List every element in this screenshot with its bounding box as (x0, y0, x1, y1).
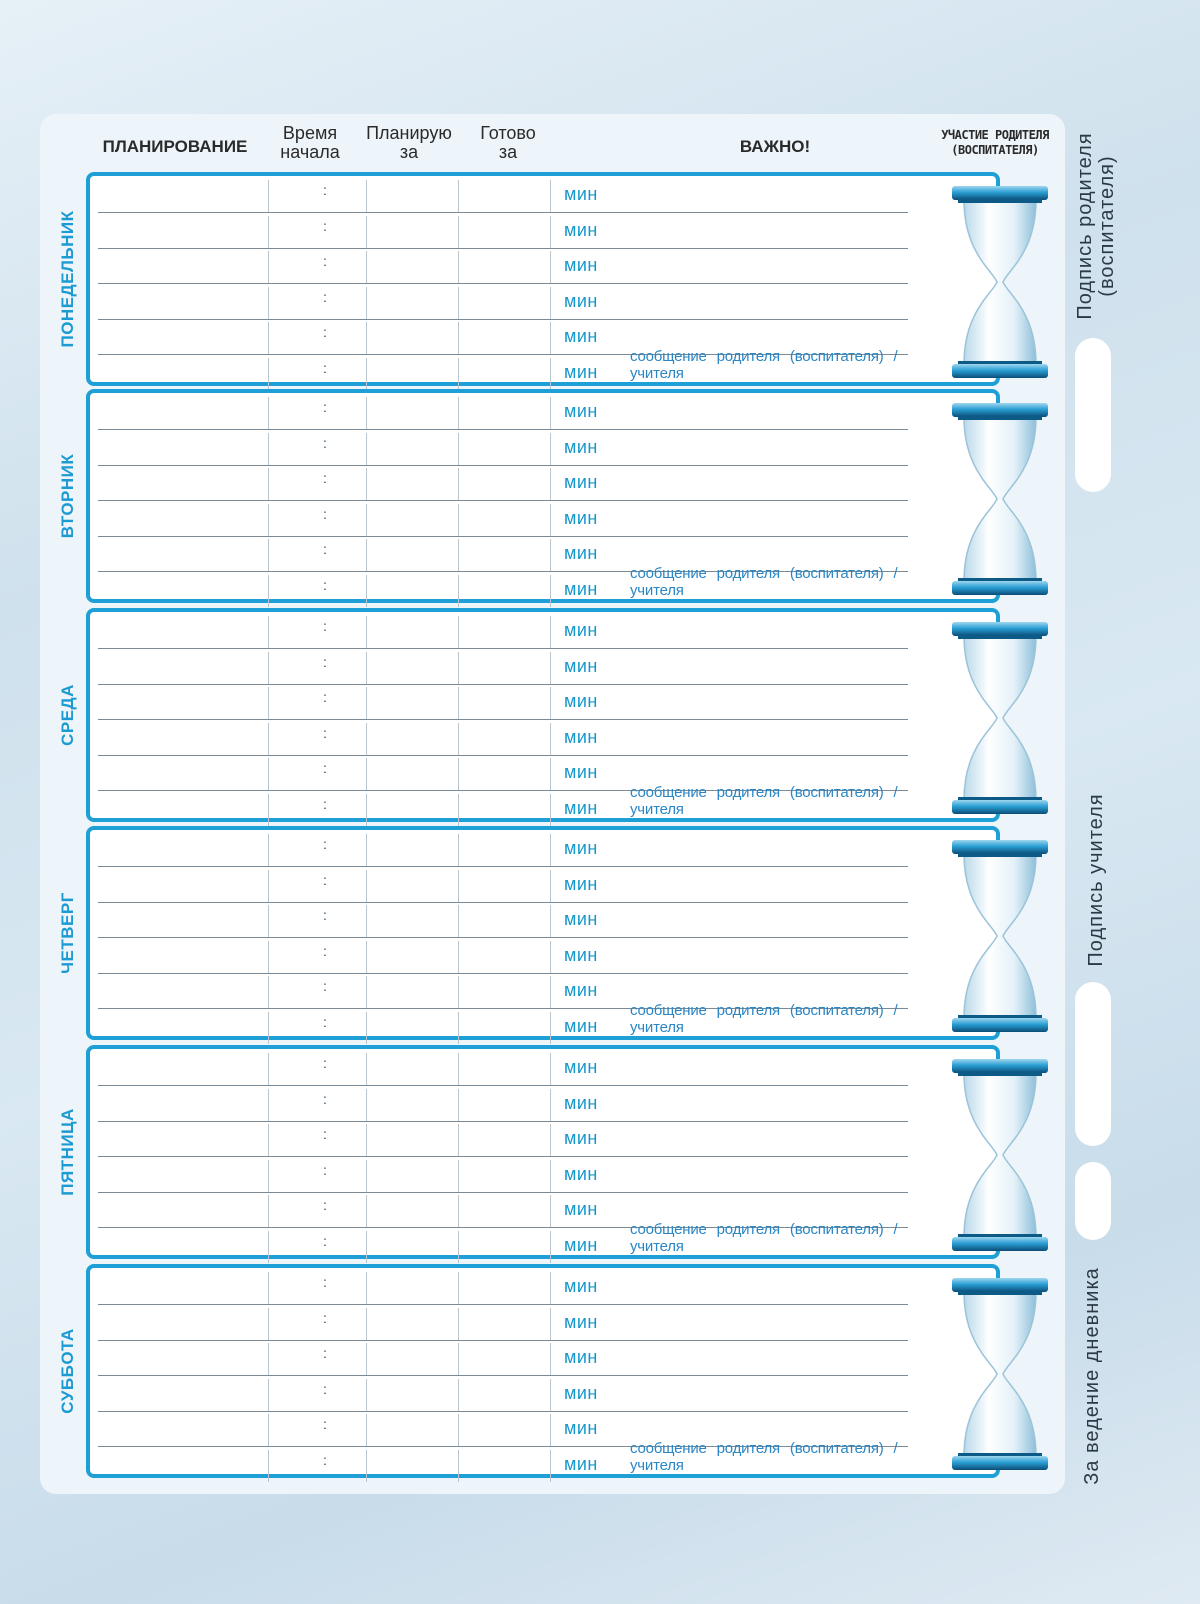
column-divider (366, 905, 367, 937)
minutes-unit: мин (564, 472, 598, 492)
start-time-colon: : (323, 576, 327, 593)
column-divider (550, 468, 551, 500)
column-divider (550, 575, 551, 607)
hourglass-icon (950, 836, 1050, 1036)
planner-row[interactable] (98, 1304, 908, 1341)
planner-row[interactable] (98, 393, 908, 430)
message-label: сообщение родителя (воспитателя) / учителя (630, 1439, 898, 1474)
planner-row[interactable] (98, 683, 908, 720)
column-divider (458, 468, 459, 500)
day-block (86, 826, 1000, 1040)
column-divider (268, 794, 269, 826)
minutes-unit: мин (564, 1092, 598, 1113)
planner-row[interactable] (98, 1220, 908, 1263)
column-divider (268, 216, 269, 248)
header-start-time (262, 124, 358, 162)
start-time-colon: : (323, 618, 327, 634)
minutes-unit: мин (564, 507, 598, 528)
column-divider (366, 687, 367, 719)
column-divider (458, 652, 459, 684)
minutes-unit: мин (564, 726, 598, 747)
header-planning: ПЛАНИРОВАНИЕ (102, 137, 248, 156)
column-divider (366, 1272, 367, 1304)
minutes-unit: мин (564, 326, 598, 346)
column-divider (550, 397, 551, 429)
column-divider (550, 870, 551, 902)
column-divider (550, 616, 551, 648)
start-time-colon: : (323, 1055, 327, 1071)
column-divider (268, 322, 269, 354)
column-divider (458, 1053, 459, 1085)
start-time-colon: : (323, 541, 327, 557)
minutes-unit: мин (564, 578, 598, 599)
header-done-for-line1: Готово (480, 123, 536, 143)
start-time-colon: : (323, 978, 327, 994)
day-label: СРЕДА (58, 684, 77, 746)
column-divider (366, 216, 367, 248)
column-divider (268, 504, 269, 536)
minutes-unit: мин (564, 873, 598, 894)
column-divider (458, 758, 459, 790)
start-time-colon: : (323, 1161, 327, 1178)
column-divider (366, 539, 367, 571)
column-divider (458, 216, 459, 248)
start-time-colon: : (323, 359, 327, 376)
day-label: ВТОРНИК (58, 453, 77, 539)
header-done-for-line2: за (498, 142, 518, 162)
header-done-for (458, 124, 558, 162)
planner-row[interactable] (98, 1268, 908, 1305)
minutes-unit: мин (564, 1128, 598, 1148)
column-divider (458, 322, 459, 354)
column-divider (268, 1012, 269, 1044)
column-divider (550, 723, 551, 755)
diary-grade-field[interactable] (1075, 1162, 1111, 1240)
planner-row[interactable] (98, 212, 908, 249)
column-divider (550, 216, 551, 248)
column-divider (550, 1414, 551, 1446)
day-block (86, 1264, 1000, 1478)
column-divider (550, 941, 551, 973)
column-divider (550, 1053, 551, 1085)
minutes-unit: мин (564, 1163, 598, 1184)
column-divider (268, 905, 269, 937)
header-plan-for-line1: Планирую (366, 123, 452, 143)
hourglass-icon (950, 1274, 1050, 1474)
column-divider (550, 1231, 551, 1263)
column-divider (366, 358, 367, 390)
day-label: ПОНЕДЕЛЬНИК (58, 210, 77, 348)
column-divider (366, 1308, 367, 1340)
column-divider (268, 358, 269, 390)
column-divider (366, 652, 367, 684)
hourglass-icon (950, 399, 1050, 599)
column-divider (366, 575, 367, 607)
message-label: сообщение родителя (воспитателя) / учителя (630, 564, 898, 599)
minutes-unit: мин (564, 436, 598, 457)
column-divider (458, 905, 459, 937)
parent-signature-line2: (воспитателя) (1096, 155, 1118, 297)
column-divider (458, 1195, 459, 1227)
planner-row[interactable] (98, 830, 908, 867)
column-divider (458, 976, 459, 1008)
column-divider (550, 794, 551, 826)
start-time-colon: : (323, 1345, 327, 1361)
start-time-colon: : (323, 1416, 327, 1432)
message-label: сообщение родителя (воспитателя) / учителя (630, 1001, 898, 1036)
minutes-unit: мин (564, 1418, 598, 1438)
planner-row[interactable] (98, 564, 908, 607)
column-divider (366, 1012, 367, 1044)
column-divider (268, 723, 269, 755)
column-divider (268, 941, 269, 973)
day-block (86, 389, 1000, 603)
start-time-colon: : (323, 871, 327, 888)
column-divider (366, 1379, 367, 1411)
column-divider (366, 976, 367, 1008)
column-divider (458, 1231, 459, 1263)
column-divider (458, 687, 459, 719)
planner-row[interactable] (98, 1085, 908, 1122)
column-divider (550, 1308, 551, 1340)
start-time-colon: : (323, 1197, 327, 1213)
column-divider (366, 1450, 367, 1482)
planner-row[interactable] (98, 719, 908, 756)
planner-row[interactable] (98, 429, 908, 466)
planner-row[interactable] (98, 283, 908, 320)
column-divider (366, 180, 367, 212)
planner-row[interactable] (98, 937, 908, 974)
planner-row[interactable] (98, 612, 908, 649)
planner-row[interactable] (98, 1339, 908, 1376)
column-divider (550, 652, 551, 684)
column-divider (458, 504, 459, 536)
header-participation-line1: УЧАСТИЕ РОДИТЕЛЯ (941, 128, 1049, 142)
planner-row[interactable] (98, 648, 908, 685)
column-divider (458, 433, 459, 465)
column-divider (458, 397, 459, 429)
column-divider (366, 1231, 367, 1263)
column-divider (458, 794, 459, 826)
column-divider (550, 322, 551, 354)
day-block (86, 1045, 1000, 1259)
start-time-colon: : (323, 1309, 327, 1326)
planner-row[interactable] (98, 1375, 908, 1412)
column-divider (268, 1414, 269, 1446)
column-divider (550, 1272, 551, 1304)
column-divider (550, 180, 551, 212)
column-divider (268, 575, 269, 607)
parent-signature-field[interactable] (1075, 338, 1111, 492)
column-divider (366, 758, 367, 790)
minutes-unit: мин (564, 1453, 598, 1474)
start-time-colon: : (323, 1013, 327, 1030)
column-divider (268, 652, 269, 684)
start-time-colon: : (323, 182, 327, 198)
hourglass-icon (950, 618, 1050, 818)
column-divider (550, 433, 551, 465)
day-block (86, 608, 1000, 822)
column-divider (458, 1272, 459, 1304)
header-start-time-line2: начала (280, 142, 340, 162)
column-divider (366, 834, 367, 866)
start-time-colon: : (323, 288, 327, 305)
start-time-colon: : (323, 1126, 327, 1142)
start-time-colon: : (323, 217, 327, 234)
column-divider (268, 287, 269, 319)
column-divider (458, 1343, 459, 1375)
column-divider (458, 251, 459, 283)
column-divider (268, 1124, 269, 1156)
day-label: ЧЕТВЕРГ (58, 892, 77, 974)
minutes-unit: мин (564, 543, 598, 563)
column-divider (458, 1379, 459, 1411)
minutes-unit: мин (564, 255, 598, 275)
column-divider (268, 1053, 269, 1085)
day-label: ПЯТНИЦА (58, 1108, 77, 1196)
column-divider (366, 251, 367, 283)
column-divider (366, 723, 367, 755)
column-divider (366, 433, 367, 465)
column-divider (458, 1308, 459, 1340)
column-divider (268, 468, 269, 500)
column-divider (550, 1450, 551, 1482)
column-divider (268, 1089, 269, 1121)
column-divider (550, 1379, 551, 1411)
column-divider (550, 758, 551, 790)
column-divider (458, 358, 459, 390)
column-divider (458, 1414, 459, 1446)
start-time-colon: : (323, 1274, 327, 1290)
message-label: сообщение родителя (воспитателя) / учителя (630, 1220, 898, 1255)
column-divider (268, 251, 269, 283)
start-time-colon: : (323, 253, 327, 269)
column-divider (458, 723, 459, 755)
planner-row[interactable] (98, 500, 908, 537)
minutes-unit: мин (564, 361, 598, 382)
planner-row[interactable] (98, 1001, 908, 1044)
start-time-colon: : (323, 1090, 327, 1107)
column-divider (550, 687, 551, 719)
minutes-unit: мин (564, 1382, 598, 1403)
column-divider (366, 1343, 367, 1375)
column-divider (268, 1308, 269, 1340)
minutes-unit: мин (564, 401, 598, 421)
column-divider (366, 941, 367, 973)
start-time-colon: : (323, 724, 327, 741)
minutes-unit: мин (564, 980, 598, 1000)
column-divider (366, 287, 367, 319)
minutes-unit: мин (564, 691, 598, 711)
minutes-unit: мин (564, 655, 598, 676)
column-divider (268, 1343, 269, 1375)
column-divider (268, 870, 269, 902)
start-time-colon: : (323, 653, 327, 670)
day-block (86, 172, 1000, 386)
minutes-unit: мин (564, 1276, 598, 1296)
hourglass-icon (950, 1055, 1050, 1255)
minutes-unit: мин (564, 1199, 598, 1219)
planner-row[interactable] (98, 783, 908, 826)
column-divider (366, 1160, 367, 1192)
minutes-unit: мин (564, 1234, 598, 1255)
start-time-colon: : (323, 907, 327, 923)
planner-row[interactable] (98, 464, 908, 501)
column-divider (458, 539, 459, 571)
start-time-colon: : (323, 399, 327, 415)
column-divider (458, 287, 459, 319)
start-time-colon: : (323, 1232, 327, 1249)
header-participation (925, 128, 1065, 158)
column-divider (458, 834, 459, 866)
column-divider (550, 1089, 551, 1121)
column-divider (550, 1343, 551, 1375)
column-divider (268, 834, 269, 866)
column-divider (366, 616, 367, 648)
column-divider (268, 1195, 269, 1227)
column-divider (550, 1195, 551, 1227)
start-time-colon: : (323, 942, 327, 959)
planner-row[interactable] (98, 1156, 908, 1193)
column-divider (366, 468, 367, 500)
column-divider (458, 1450, 459, 1482)
header-participation-line2: (ВОСПИТАТЕЛЯ) (951, 143, 1039, 157)
header-start-time-line1: Время (282, 123, 338, 143)
minutes-unit: мин (564, 797, 598, 818)
column-divider (458, 575, 459, 607)
minutes-unit: мин (564, 838, 598, 858)
column-divider (550, 905, 551, 937)
column-divider (366, 794, 367, 826)
column-divider (458, 616, 459, 648)
teacher-signature-label: Подпись учителя (1085, 793, 1107, 967)
column-divider (366, 322, 367, 354)
diary-keeping-label: За ведение дневника (1081, 1267, 1103, 1485)
start-time-colon: : (323, 470, 327, 486)
minutes-unit: мин (564, 1311, 598, 1332)
column-divider (458, 1089, 459, 1121)
column-divider (366, 1089, 367, 1121)
column-divider (366, 1124, 367, 1156)
column-divider (550, 1160, 551, 1192)
header-important: ВАЖНО! (739, 137, 811, 156)
column-divider (550, 976, 551, 1008)
minutes-unit: мин (564, 762, 598, 782)
column-divider (366, 1414, 367, 1446)
column-divider (458, 1012, 459, 1044)
planner-row[interactable] (98, 247, 908, 284)
planner-row[interactable] (98, 866, 908, 903)
planner-row[interactable] (98, 1049, 908, 1086)
column-divider (458, 1124, 459, 1156)
hourglass-icon (950, 182, 1050, 382)
header-plan-for-line2: за (399, 142, 419, 162)
column-divider (268, 1160, 269, 1192)
column-divider (366, 1053, 367, 1085)
start-time-colon: : (323, 795, 327, 812)
column-divider (550, 504, 551, 536)
column-divider (268, 180, 269, 212)
column-divider (268, 433, 269, 465)
planner-row[interactable] (98, 901, 908, 938)
planner-row[interactable] (98, 347, 908, 390)
column-divider (550, 834, 551, 866)
column-divider (268, 1450, 269, 1482)
column-divider (366, 870, 367, 902)
teacher-signature-field[interactable] (1075, 982, 1111, 1146)
column-divider (550, 1124, 551, 1156)
minutes-unit: мин (564, 184, 598, 204)
column-divider (268, 976, 269, 1008)
start-time-colon: : (323, 324, 327, 340)
column-divider (268, 687, 269, 719)
minutes-unit: мин (564, 909, 598, 929)
column-divider (268, 1231, 269, 1263)
column-divider (550, 1012, 551, 1044)
header-plan-for (356, 124, 462, 162)
column-divider (366, 397, 367, 429)
column-divider (268, 539, 269, 571)
start-time-colon: : (323, 760, 327, 776)
minutes-unit: мин (564, 219, 598, 240)
planner-row[interactable] (98, 176, 908, 213)
parent-signature-label (1074, 132, 1118, 319)
planner-row[interactable] (98, 1439, 908, 1482)
column-divider (268, 397, 269, 429)
start-time-colon: : (323, 434, 327, 451)
minutes-unit: мин (564, 290, 598, 311)
column-divider (550, 358, 551, 390)
start-time-colon: : (323, 505, 327, 522)
column-divider (458, 180, 459, 212)
minutes-unit: мин (564, 944, 598, 965)
column-divider (366, 504, 367, 536)
column-divider (550, 539, 551, 571)
column-divider (458, 941, 459, 973)
minutes-unit: мин (564, 1015, 598, 1036)
minutes-unit: мин (564, 1347, 598, 1367)
minutes-unit: мин (564, 620, 598, 640)
minutes-unit: мин (564, 1057, 598, 1077)
column-divider (268, 1272, 269, 1304)
column-divider (550, 251, 551, 283)
column-divider (268, 1379, 269, 1411)
column-divider (550, 287, 551, 319)
message-label: сообщение родителя (воспитателя) / учителя (630, 347, 898, 382)
start-time-colon: : (323, 836, 327, 852)
column-divider (366, 1195, 367, 1227)
column-divider (268, 758, 269, 790)
start-time-colon: : (323, 1451, 327, 1468)
planner-row[interactable] (98, 1120, 908, 1157)
column-divider (268, 616, 269, 648)
start-time-colon: : (323, 1380, 327, 1397)
parent-signature-line1: Подпись родителя (1074, 132, 1096, 320)
message-label: сообщение родителя (воспитателя) / учителя (630, 783, 898, 818)
column-divider (458, 870, 459, 902)
day-label: СУББОТА (58, 1328, 77, 1414)
start-time-colon: : (323, 689, 327, 705)
column-divider (458, 1160, 459, 1192)
